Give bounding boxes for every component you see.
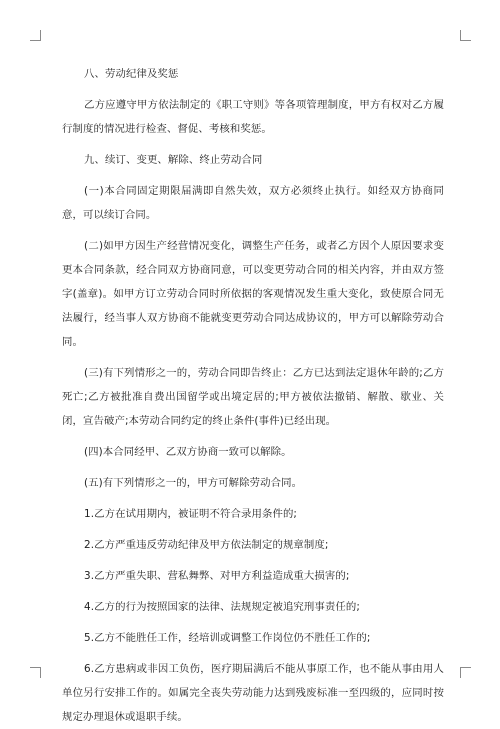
crop-mark-bottom-right [460,667,471,678]
section-heading-discipline: 八、劳动纪律及奖惩 [84,68,179,80]
paragraph-discipline: 乙方应遵守甲方依法制定的《职工守则》等各项管理制度，甲方有权对乙方履行制度的情况进行检查、督促、考核和奖惩。 [62,99,444,135]
list-item-2: 2.乙方严重违反劳动纪律及甲方依法制定的规章制度; [84,539,329,551]
crop-mark-bottom-left [30,667,41,678]
paragraph-clause-3: (三)有下列情形之一的，劳动合同即告终止：乙方已达到法定退休年龄的;乙方死亡;乙方被批准自费出国留学或出境定居的;甲方被依法撤销、解散、歇业、关闭，宣告破产;本劳动合同约定的终止条件(事件)已经出现。 [62,367,444,427]
list-item-1: 1.乙方在试用期内，被证明不符合录用条件的; [84,508,298,520]
crop-mark-top-left [30,30,41,41]
paragraph-clause-5: (五)有下列情形之一的，甲方可解除劳动合同。 [84,477,303,489]
list-item-3: 3.乙方严重失职、营私舞弊、对甲方利益造成重大损害的; [84,570,350,582]
list-item-6: 6.乙方患病或非因工负伤，医疗期届满后不能从事原工作，也不能从事由用人单位另行安排工作的。如属完全丧失劳动能力达到残废标准一至四级的，应同时按规定办理退休或退职手续。 [62,663,444,723]
list-item-4: 4.乙方的行为按照国家的法律、法规规定被追究刑事责任的; [84,601,360,613]
paragraph-clause-1: (一)本合同固定期限届满即自然失效，双方必须终止执行。如经双方协商同意，可以续订合同。 [62,185,444,221]
paragraph-clause-2: (二)如甲方因生产经营情况变化，调整生产任务，或者乙方因个人原因要求变更本合同条款，经合同双方协商同意，可以变更劳动合同的相关内容，并由双方签字(盖章)。如甲方订立劳动合同时所依据的客观情况发生重大变化，致使原合同无法履行，经当事人双方协商不能就变更劳动合同达成协议的，甲方可以解除劳动合同。 [62,240,444,348]
crop-mark-top-right [460,30,471,41]
list-item-5: 5.乙方不能胜任工作，经培训或调整工作岗位仍不胜任工作的; [84,632,371,644]
section-heading-contract: 九、续订、变更、解除、终止劳动合同 [84,154,263,166]
document-body [62,62,444,729]
paragraph-clause-4: (四)本合同经甲、乙双方协商一致可以解除。 [84,446,292,458]
